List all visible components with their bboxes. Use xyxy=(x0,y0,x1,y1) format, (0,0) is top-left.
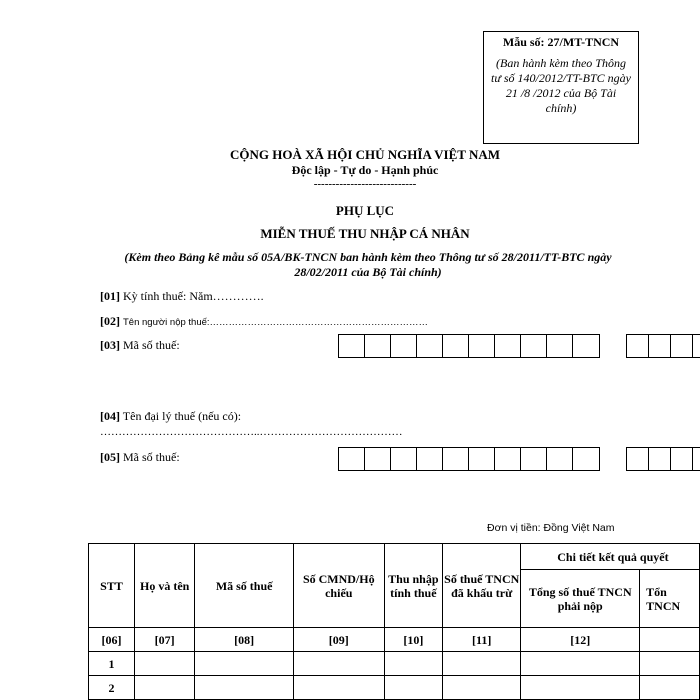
field-03 xyxy=(100,338,180,353)
form-issued-note: (Ban hành kèm theo Thông tư số 140/2012/TT-BTC ngày 21 /8 /2012 của Bộ Tài chính) xyxy=(490,56,631,115)
motto: Độc lập - Tự do - Hạnh phúc xyxy=(291,163,439,177)
field-04-dots: ……………………………………..………………………………… xyxy=(100,426,403,438)
field-03-label: Mã số thuế: xyxy=(123,338,180,352)
cell-partial[interactable] xyxy=(640,676,700,700)
field-01 xyxy=(100,289,264,304)
currency-unit: Đơn vị tiền: Đồng Việt Nam xyxy=(487,522,615,534)
field-02-label: Tên người nộp thuế:…………………………………………………………… xyxy=(123,317,429,328)
header-name: Họ và tên xyxy=(135,544,195,628)
cell-name[interactable] xyxy=(135,676,195,700)
header-divider: ---------------------------- xyxy=(313,178,417,190)
field-04 xyxy=(100,409,241,424)
table-row xyxy=(89,652,700,676)
field-05-tag: [05] xyxy=(100,450,120,464)
country-title: CỘNG HOÀ XÃ HỘI CHỦ NGHĨA VIỆT NAM xyxy=(229,147,501,162)
doc-title: PHỤ LỤC xyxy=(335,203,395,218)
code-cell xyxy=(640,628,700,652)
form-number-box xyxy=(483,31,639,144)
header-tax-code: Mã số thuế xyxy=(195,544,294,628)
tax-code-boxes-03[interactable] xyxy=(338,334,600,358)
field-02 xyxy=(100,314,428,329)
cell-payable[interactable] xyxy=(521,676,640,700)
field-05-label: Mã số thuế: xyxy=(123,450,180,464)
header-withheld: Số thuế TNCN đã khấu trừ xyxy=(443,544,521,628)
header-payable: Tổng số thuế TNCN phải nộp xyxy=(521,570,640,628)
cell-id-number[interactable] xyxy=(294,652,385,676)
cell-name[interactable] xyxy=(135,652,195,676)
doc-subtitle: MIỄN THUẾ THU NHẬP CÁ NHÂN xyxy=(260,226,470,241)
field-03-tag: [03] xyxy=(100,338,120,352)
cell-partial[interactable] xyxy=(640,652,700,676)
cell-tax-code[interactable] xyxy=(195,652,294,676)
code-cell: [06] xyxy=(89,628,135,652)
field-04-tag: [04] xyxy=(100,409,120,423)
cell-tax-code[interactable] xyxy=(195,676,294,700)
header-taxable-income: Thu nhập tính thuế xyxy=(384,544,443,628)
cell-taxable-income[interactable] xyxy=(384,676,443,700)
field-05 xyxy=(100,450,180,465)
cell-payable[interactable] xyxy=(521,652,640,676)
exemption-table xyxy=(88,543,700,700)
code-row xyxy=(89,628,700,652)
row-number: 1 xyxy=(89,652,135,676)
table-row xyxy=(89,676,700,700)
cell-id-number[interactable] xyxy=(294,676,385,700)
field-01-label: Kỳ tính thuế: Năm…………. xyxy=(123,289,264,303)
row-number: 2 xyxy=(89,676,135,700)
code-cell: [10] xyxy=(384,628,443,652)
field-02-tag: [02] xyxy=(100,314,120,328)
header-result-group: Chi tiết kết quả quyết xyxy=(521,544,700,570)
code-cell: [08] xyxy=(195,628,294,652)
field-04-label: Tên đại lý thuế (nếu có): xyxy=(122,409,242,423)
code-cell: [12] xyxy=(521,628,640,652)
field-01-tag: [01] xyxy=(100,289,120,303)
code-cell: [11] xyxy=(443,628,521,652)
header-id-number: Số CMND/Hộ chiếu xyxy=(294,544,385,628)
cell-taxable-income[interactable] xyxy=(384,652,443,676)
cell-withheld[interactable] xyxy=(443,676,521,700)
tax-code-boxes-05[interactable] xyxy=(338,447,600,471)
header-stt: STT xyxy=(89,544,135,628)
cell-withheld[interactable] xyxy=(443,652,521,676)
tax-code-branch-boxes-03[interactable] xyxy=(626,334,700,358)
attached-note: (Kèm theo Bảng kê mẫu số 05A/BK-TNCN ban hành kèm theo Thông tư số 28/2011/TT-BTC ngày 28/02/2011 của Bộ Tài chính) xyxy=(124,250,612,279)
code-cell: [07] xyxy=(135,628,195,652)
header-partial: Tổn TNCN xyxy=(640,570,700,628)
code-cell: [09] xyxy=(294,628,385,652)
tax-code-branch-boxes-05[interactable] xyxy=(626,447,700,471)
form-number: Mẫu số: 27/MT-TNCN xyxy=(502,35,620,49)
